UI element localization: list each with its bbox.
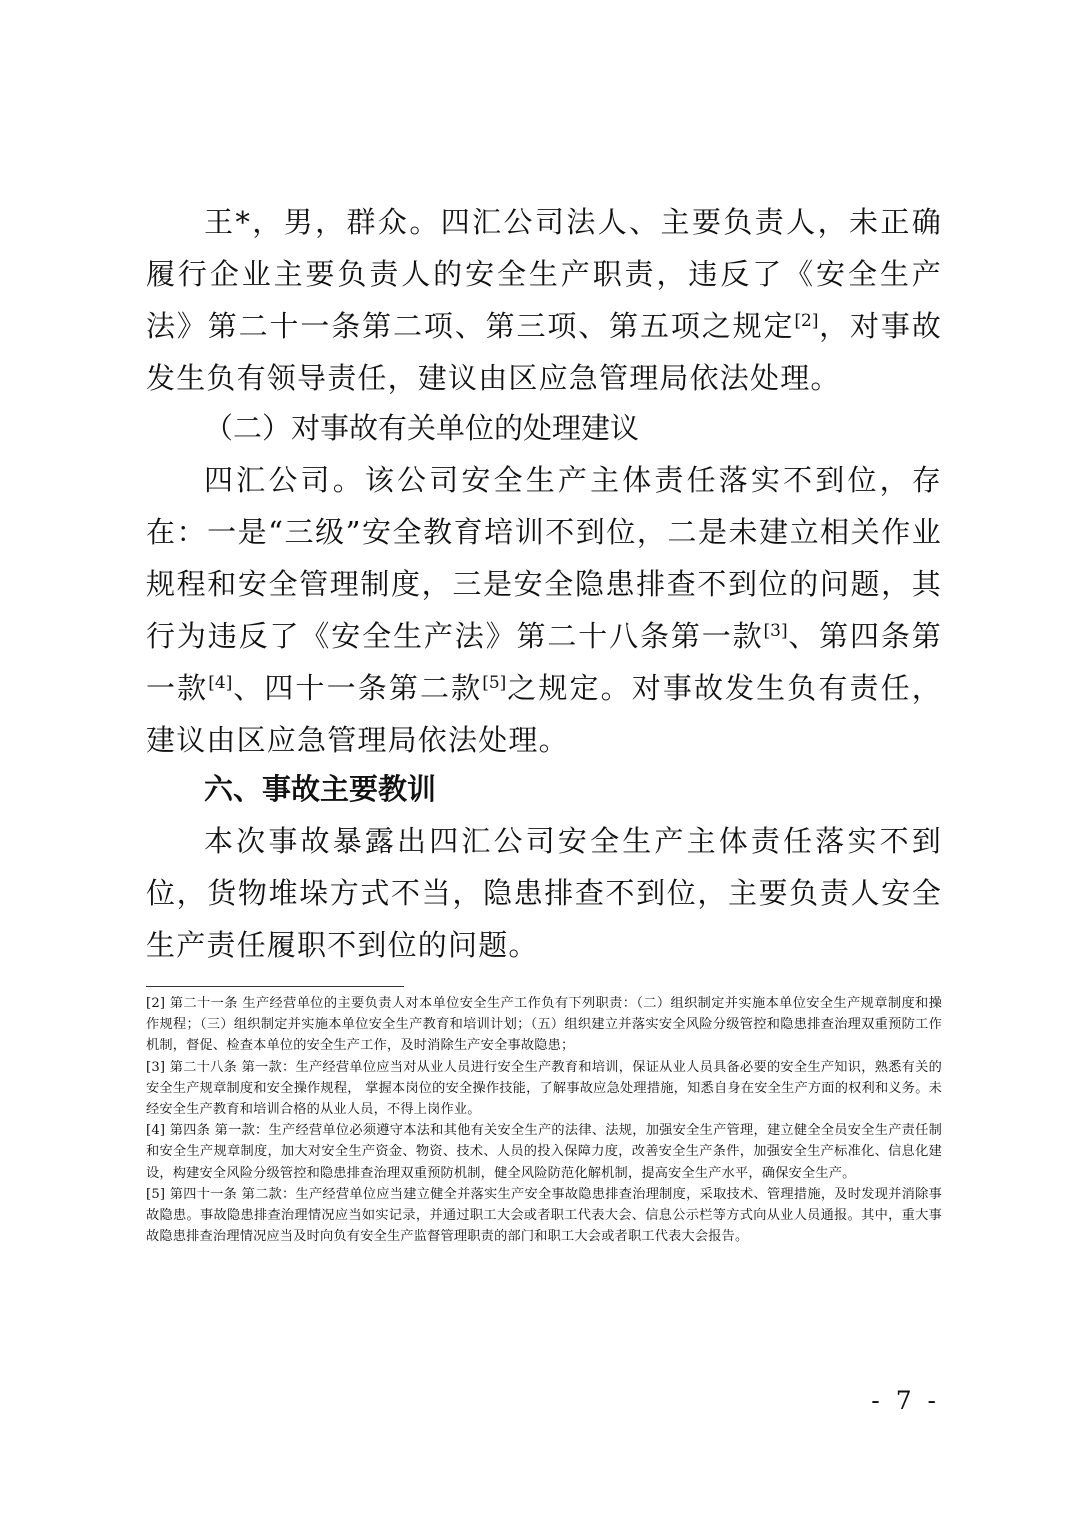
paragraph-text: 、第四条第一款 <box>146 619 942 705</box>
paragraph-lessons: 本次事故暴露出四汇公司安全生产主体责任落实不到位，货物堆垛方式不当，隐患排查不到位，主要负责人安全生产责任履职不到位的问题。 <box>146 824 942 962</box>
footnote-ref: [5] <box>482 673 507 693</box>
footnotes <box>146 993 942 1247</box>
footnote-3: [3] 第二十八条 第一款：生产经营单位应当对从业人员进行安全生产教育和培训，保证从业人员具备必要的安全生产知识，熟悉有关的安全生产规章制度和安全操作规程， 掌握本岗位的安全操作技能，了解事故应急处理措施，知悉自身在安全生产方面的权利和义务。未经安全生产教育和培训合格的从业人员，不得上岗作业。 <box>146 1059 942 1118</box>
paragraph-text: ，对事故发生负有领导责任，建议由区应急管理局依法处理。 <box>146 309 942 395</box>
page-number: - 7 - <box>871 1386 940 1415</box>
footnote-5: [5] 第四十一条 第二款：生产经营单位应当建立健全并落实生产安全事故隐患排查治理制度，采取技术、管理措施，及时发现并消除事故隐患。事故隐患排查治理情况应当如实记录，并通过职工大会或者职工代表大会、信息公示栏等方式向从业人员通报。其中，重大事故隐患排查治理情况应当及时向负有安全生产监督管理职责的部门和职工大会或者职工代表大会报告。 <box>146 1186 942 1245</box>
paragraph-text: 、四十一条第二款 <box>232 671 483 705</box>
paragraph-text: 王*，男，群众。四汇公司法人、主要负责人，未正确履行企业主要负责人的安全生产职责，违反了《安全生产法》第二十一条第二项、第三项、第五项之规定 <box>146 205 942 343</box>
footnote-ref: [3] <box>763 621 788 641</box>
footnote-ref: [2] <box>794 311 819 331</box>
footnote-2: [2] 第二十一条 生产经营单位的主要负责人对本单位安全生产工作负有下列职责：（二）组织制定并实施本单位安全生产规章制度和操作规程；（三）组织制定并实施本单位安全生产教育和培训计划；（五）组织建立并落实安全风险分级管控和隐患排查治理双重预防工作机制，督促、检查本单位的安全生产工作，及时消除生产安全事故隐患； <box>146 996 942 1054</box>
paragraph-text: 之规定。对事故发生负有责任，建议由区应急管理局依法处理。 <box>146 671 942 757</box>
paragraph-company <box>146 454 942 766</box>
section-heading-units: （二）对事故有关单位的处理建议 <box>204 411 640 445</box>
footnote-divider <box>146 986 404 987</box>
paragraph-text: 四汇公司。该公司安全生产主体责任落实不到位，存在：一是“三级”安全教育培训不到位，二是未建立相关作业规程和安全管理制度，三是安全隐患排查不到位的问题，其行为违反了《安全生产法》第二十八条第一款 <box>146 463 942 653</box>
footnote-4: [4] 第四条 第一款：生产经营单位必须遵守本法和其他有关安全生产的法律、法规，加强安全生产管理，建立健全全员安全生产责任制和安全生产规章制度，加大对安全生产资金、物资、技术、人员的投入保障力度，改善安全生产条件，加强安全生产标准化、信息化建设，构建安全风险分级管控和隐患排查治理双重预防机制，健全风险防范化解机制，提高安全生产水平，确保安全生产。 <box>146 1123 942 1181</box>
section-heading-lessons: 六、事故主要教训 <box>204 772 437 806</box>
footnote-ref: [4] <box>208 673 233 693</box>
paragraph-responsible-person <box>146 196 942 404</box>
